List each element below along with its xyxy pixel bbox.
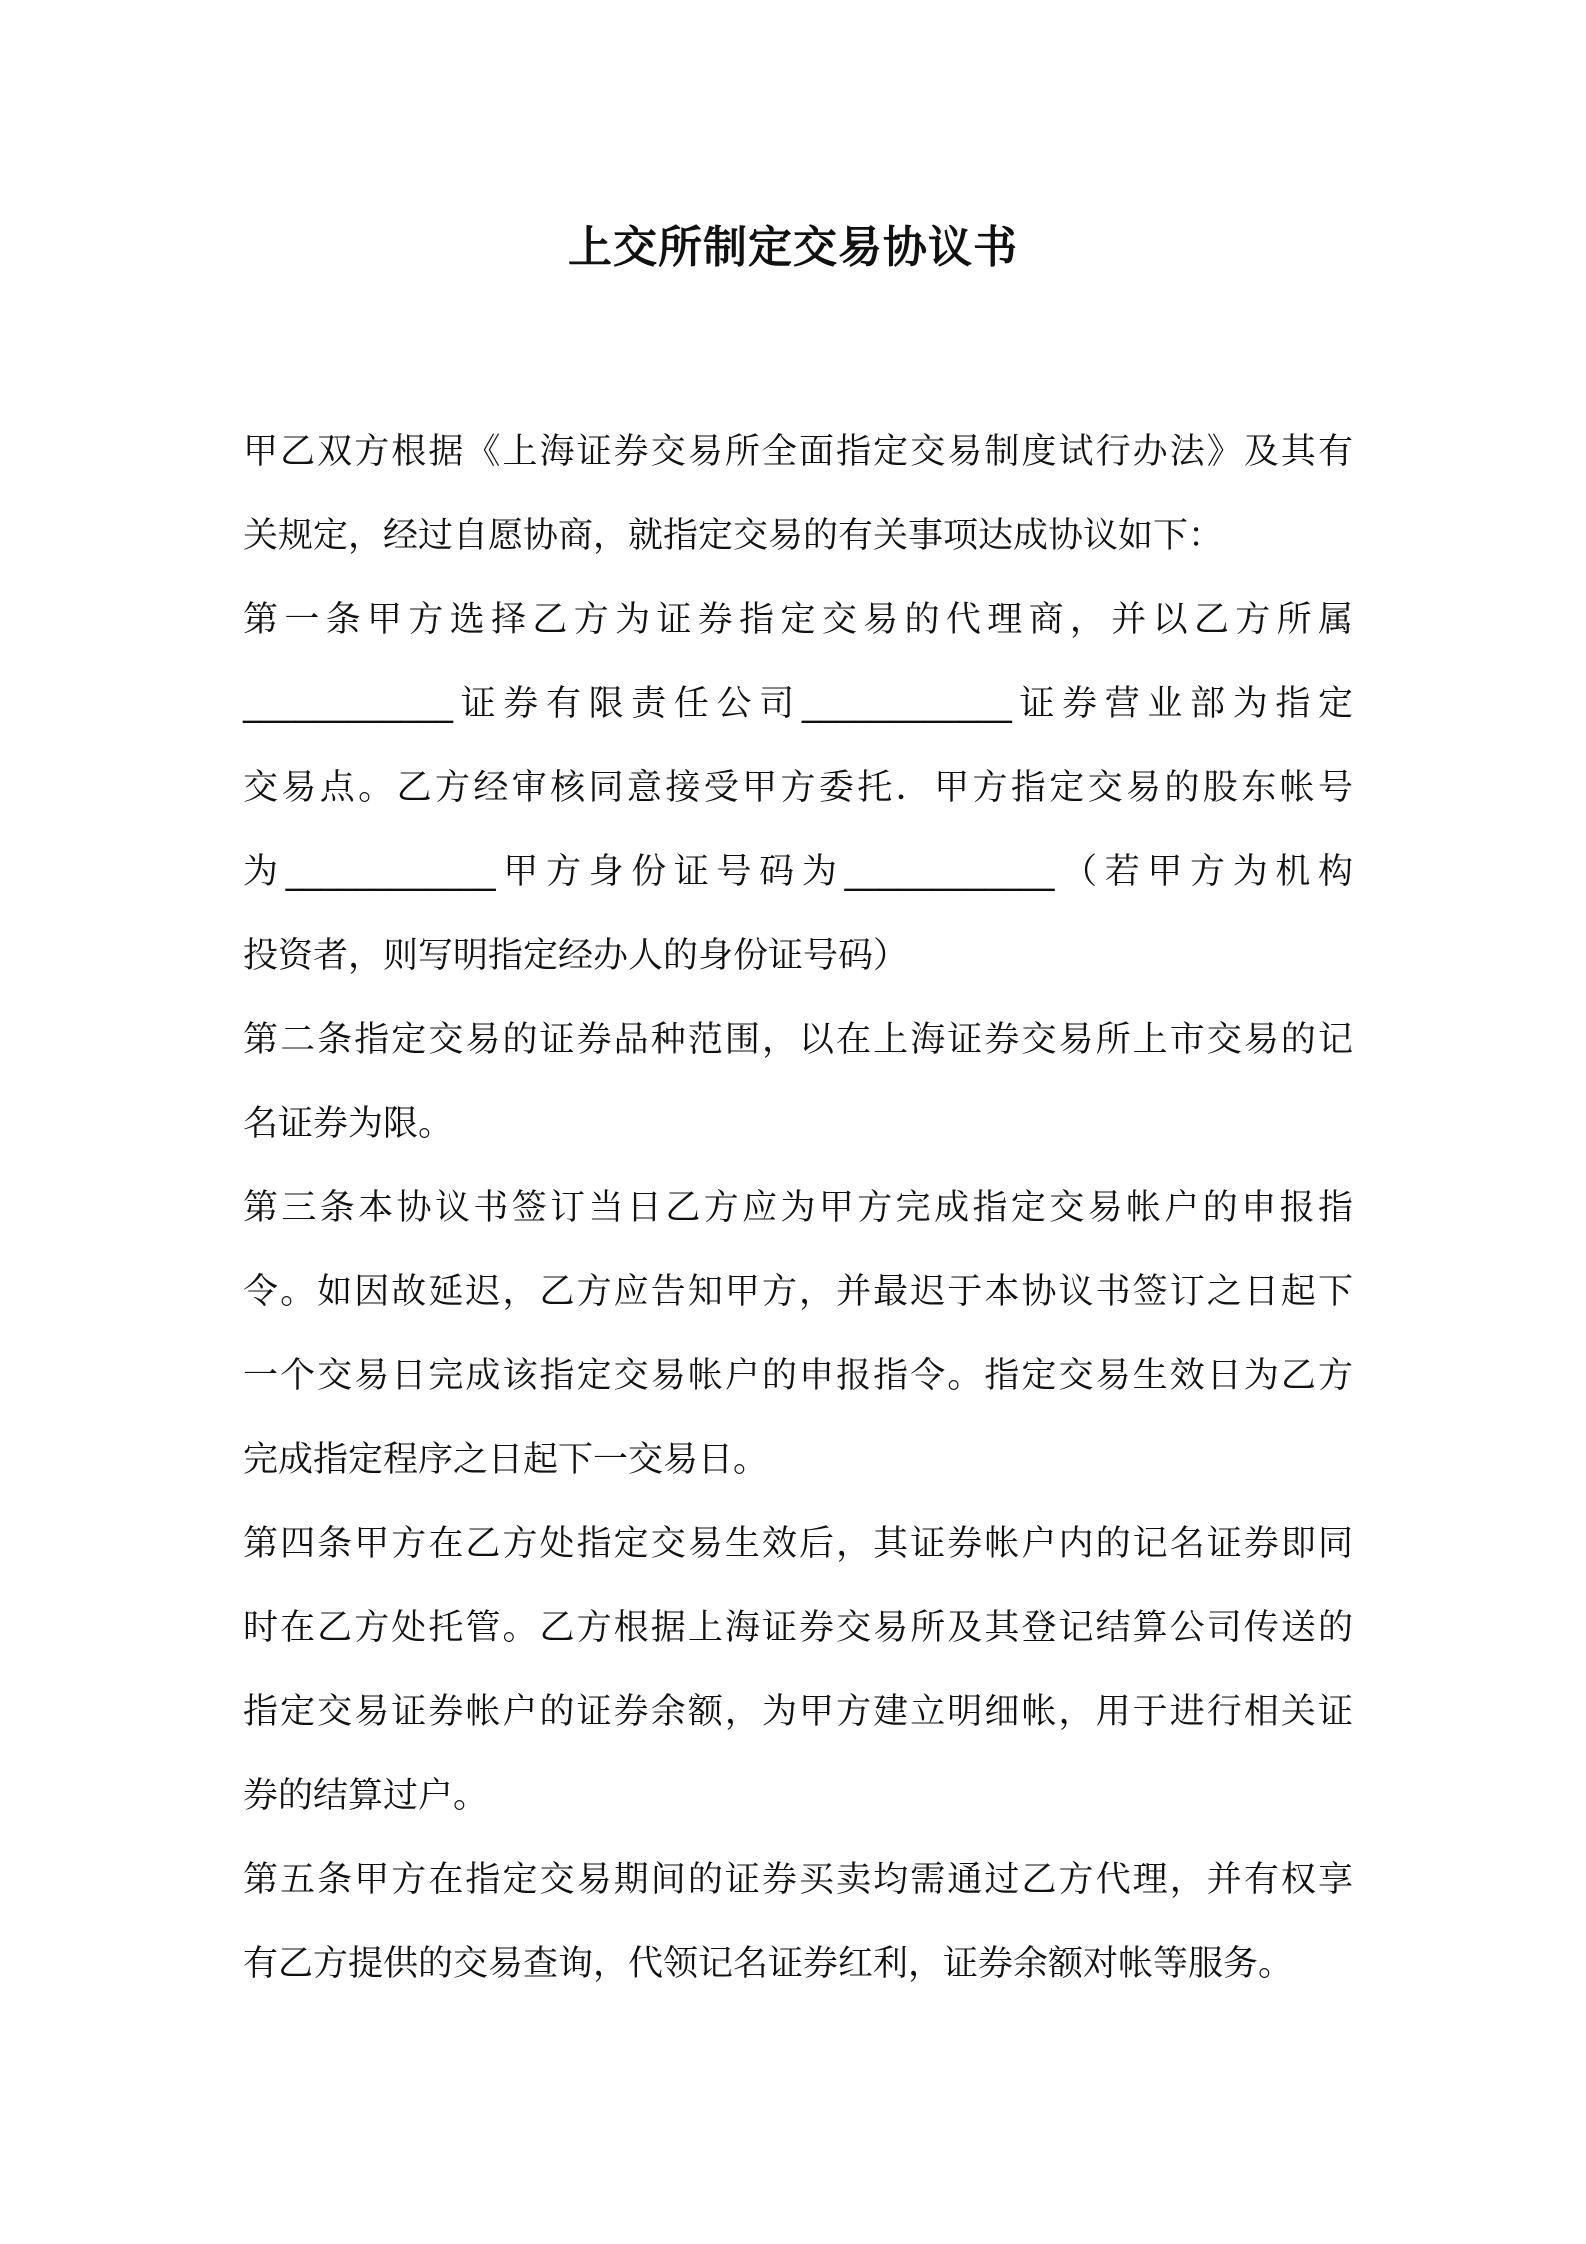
intro-line-1: 甲乙双方根据《上海证券交易所全面指定交易制度试行办法》及其有: [243, 432, 1353, 472]
clause-5-line-2: 有乙方提供的交易查询，代领记名证券红利，证券余额对帐等服务。: [243, 1944, 1294, 1984]
clause-4-line-4: 券的结算过户。: [243, 1776, 489, 1816]
clause-5-line-1: 第五条甲方在指定交易期间的证券买卖均需通过乙方代理，并有权享: [243, 1860, 1353, 1900]
document-title: 上交所制定交易协议书: [568, 222, 1018, 273]
clause-4-line-3: 指定交易证券帐户的证券余额，为甲方建立明细帐，用于进行相关证: [243, 1692, 1353, 1732]
intro-line-2: 关规定，经过自愿协商，就指定交易的有关事项达成协议如下：: [243, 516, 1224, 556]
clause-3-line-3: 一个交易日完成该指定交易帐户的申报指令。指定交易生效日为乙方: [243, 1356, 1353, 1396]
document-body: [243, 410, 1353, 2006]
clause-2-line-2: 名证券为限。: [243, 1104, 454, 1144]
clause-1-line-1: 第一条甲方选择乙方为证券指定交易的代理商，并以乙方所属: [243, 600, 1353, 640]
clause-1-line-5: 投资者，则写明指定经办人的身份证号码）: [243, 936, 909, 976]
clause-1-line-2: ____________证券有限责任公司____________证券营业部为指定: [243, 684, 1353, 724]
clause-4-line-1: 第四条甲方在乙方处指定交易生效后，其证券帐户内的记名证券即同: [243, 1524, 1353, 1564]
clause-4-line-2: 时在乙方处托管。乙方根据上海证券交易所及其登记结算公司传送的: [243, 1608, 1353, 1648]
clause-1-line-4: 为____________甲方身份证号码为____________（若甲方为机构: [243, 852, 1353, 892]
clause-1-line-3: 交易点。乙方经审核同意接受甲方委托．甲方指定交易的股东帐号: [243, 768, 1353, 808]
clause-3-line-1: 第三条本协议书签订当日乙方应为甲方完成指定交易帐户的申报指: [243, 1188, 1353, 1228]
clause-3-line-4: 完成指定程序之日起下一交易日。: [243, 1440, 769, 1480]
clause-2-line-1: 第二条指定交易的证券品种范围，以在上海证券交易所上市交易的记: [243, 1020, 1353, 1060]
clause-3-line-2: 令。如因故延迟，乙方应告知甲方，并最迟于本协议书签订之日起下: [243, 1272, 1353, 1312]
